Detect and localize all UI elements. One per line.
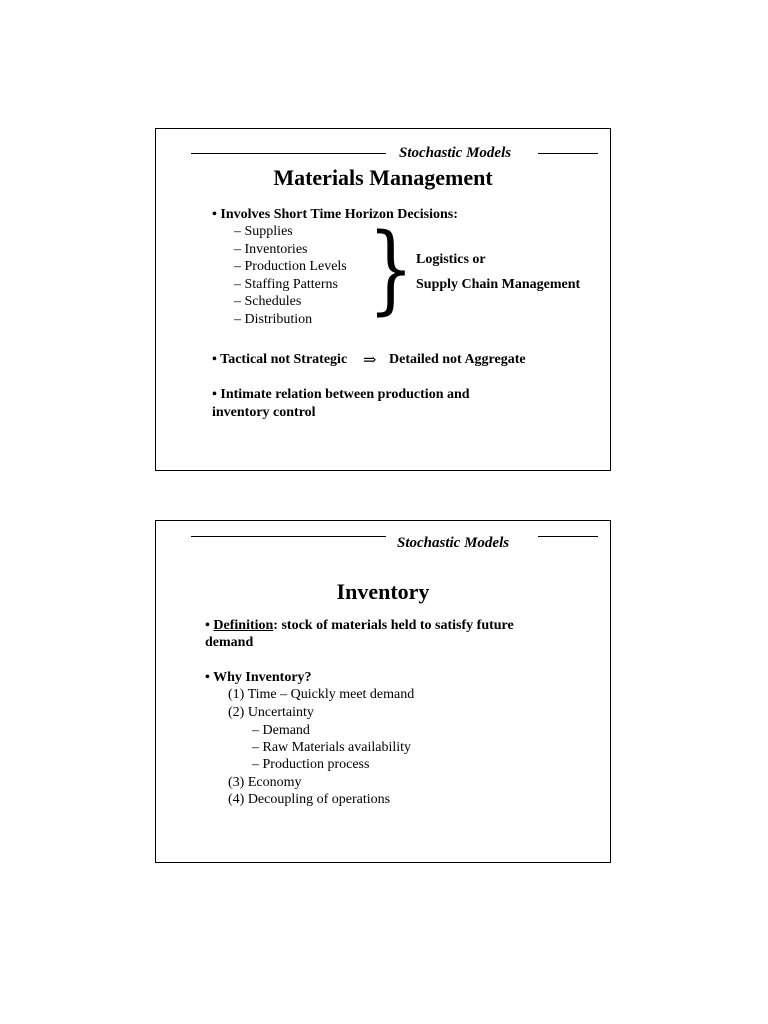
bullet-intimate-relation-cont: inventory control xyxy=(212,405,316,420)
bullet-detailed: Detailed not Aggregate xyxy=(389,352,526,367)
uncertainty-production-process: – Production process xyxy=(252,757,370,772)
subitem-production-levels: – Production Levels xyxy=(234,259,347,274)
reason-time: (1) Time – Quickly meet demand xyxy=(228,687,415,702)
subitem-inventories: – Inventories xyxy=(234,242,308,257)
definition-term: Definition xyxy=(213,618,274,633)
definition-text-cont: demand xyxy=(205,635,254,650)
header-rule-right xyxy=(538,153,598,154)
slide-header: Stochastic Models xyxy=(397,535,510,551)
bullet-tactical: • Tactical not Strategic xyxy=(212,352,348,367)
implies-arrow-icon: ⇒ xyxy=(363,352,377,369)
subitem-distribution: – Distribution xyxy=(234,312,313,327)
slide-materials-management xyxy=(155,128,611,471)
header-rule-left xyxy=(191,536,386,537)
subitem-staffing-patterns: – Staffing Patterns xyxy=(234,277,338,292)
slide-title: Materials Management xyxy=(273,165,493,190)
curly-brace: } xyxy=(368,213,414,325)
header-rule-right xyxy=(538,536,598,537)
reason-economy: (3) Economy xyxy=(228,775,302,790)
bullet-intimate-relation: • Intimate relation between production and xyxy=(212,387,470,402)
uncertainty-raw-materials: – Raw Materials availability xyxy=(252,740,412,755)
subitem-schedules: – Schedules xyxy=(234,294,302,309)
reason-uncertainty: (2) Uncertainty xyxy=(228,705,314,720)
subitem-supplies: – Supplies xyxy=(234,224,293,239)
uncertainty-demand: – Demand xyxy=(252,723,310,738)
bullet-short-horizon: • Involves Short Time Horizon Decisions: xyxy=(212,207,458,222)
bullet-why-inventory: • Why Inventory? xyxy=(205,670,312,685)
reason-decoupling: (4) Decoupling of operations xyxy=(228,792,391,807)
definition-text: : stock of materials held to satisfy future xyxy=(273,618,514,633)
slide-title: Inventory xyxy=(336,579,430,604)
bullet-marker: • xyxy=(205,618,214,633)
header-rule-left xyxy=(191,153,386,154)
slide-inventory xyxy=(155,520,611,863)
bullet-definition xyxy=(205,617,514,634)
brace-label-logistics: Logistics or xyxy=(416,252,486,267)
slide-header: Stochastic Models xyxy=(399,145,512,161)
brace-label-supply-chain: Supply Chain Management xyxy=(416,277,581,292)
